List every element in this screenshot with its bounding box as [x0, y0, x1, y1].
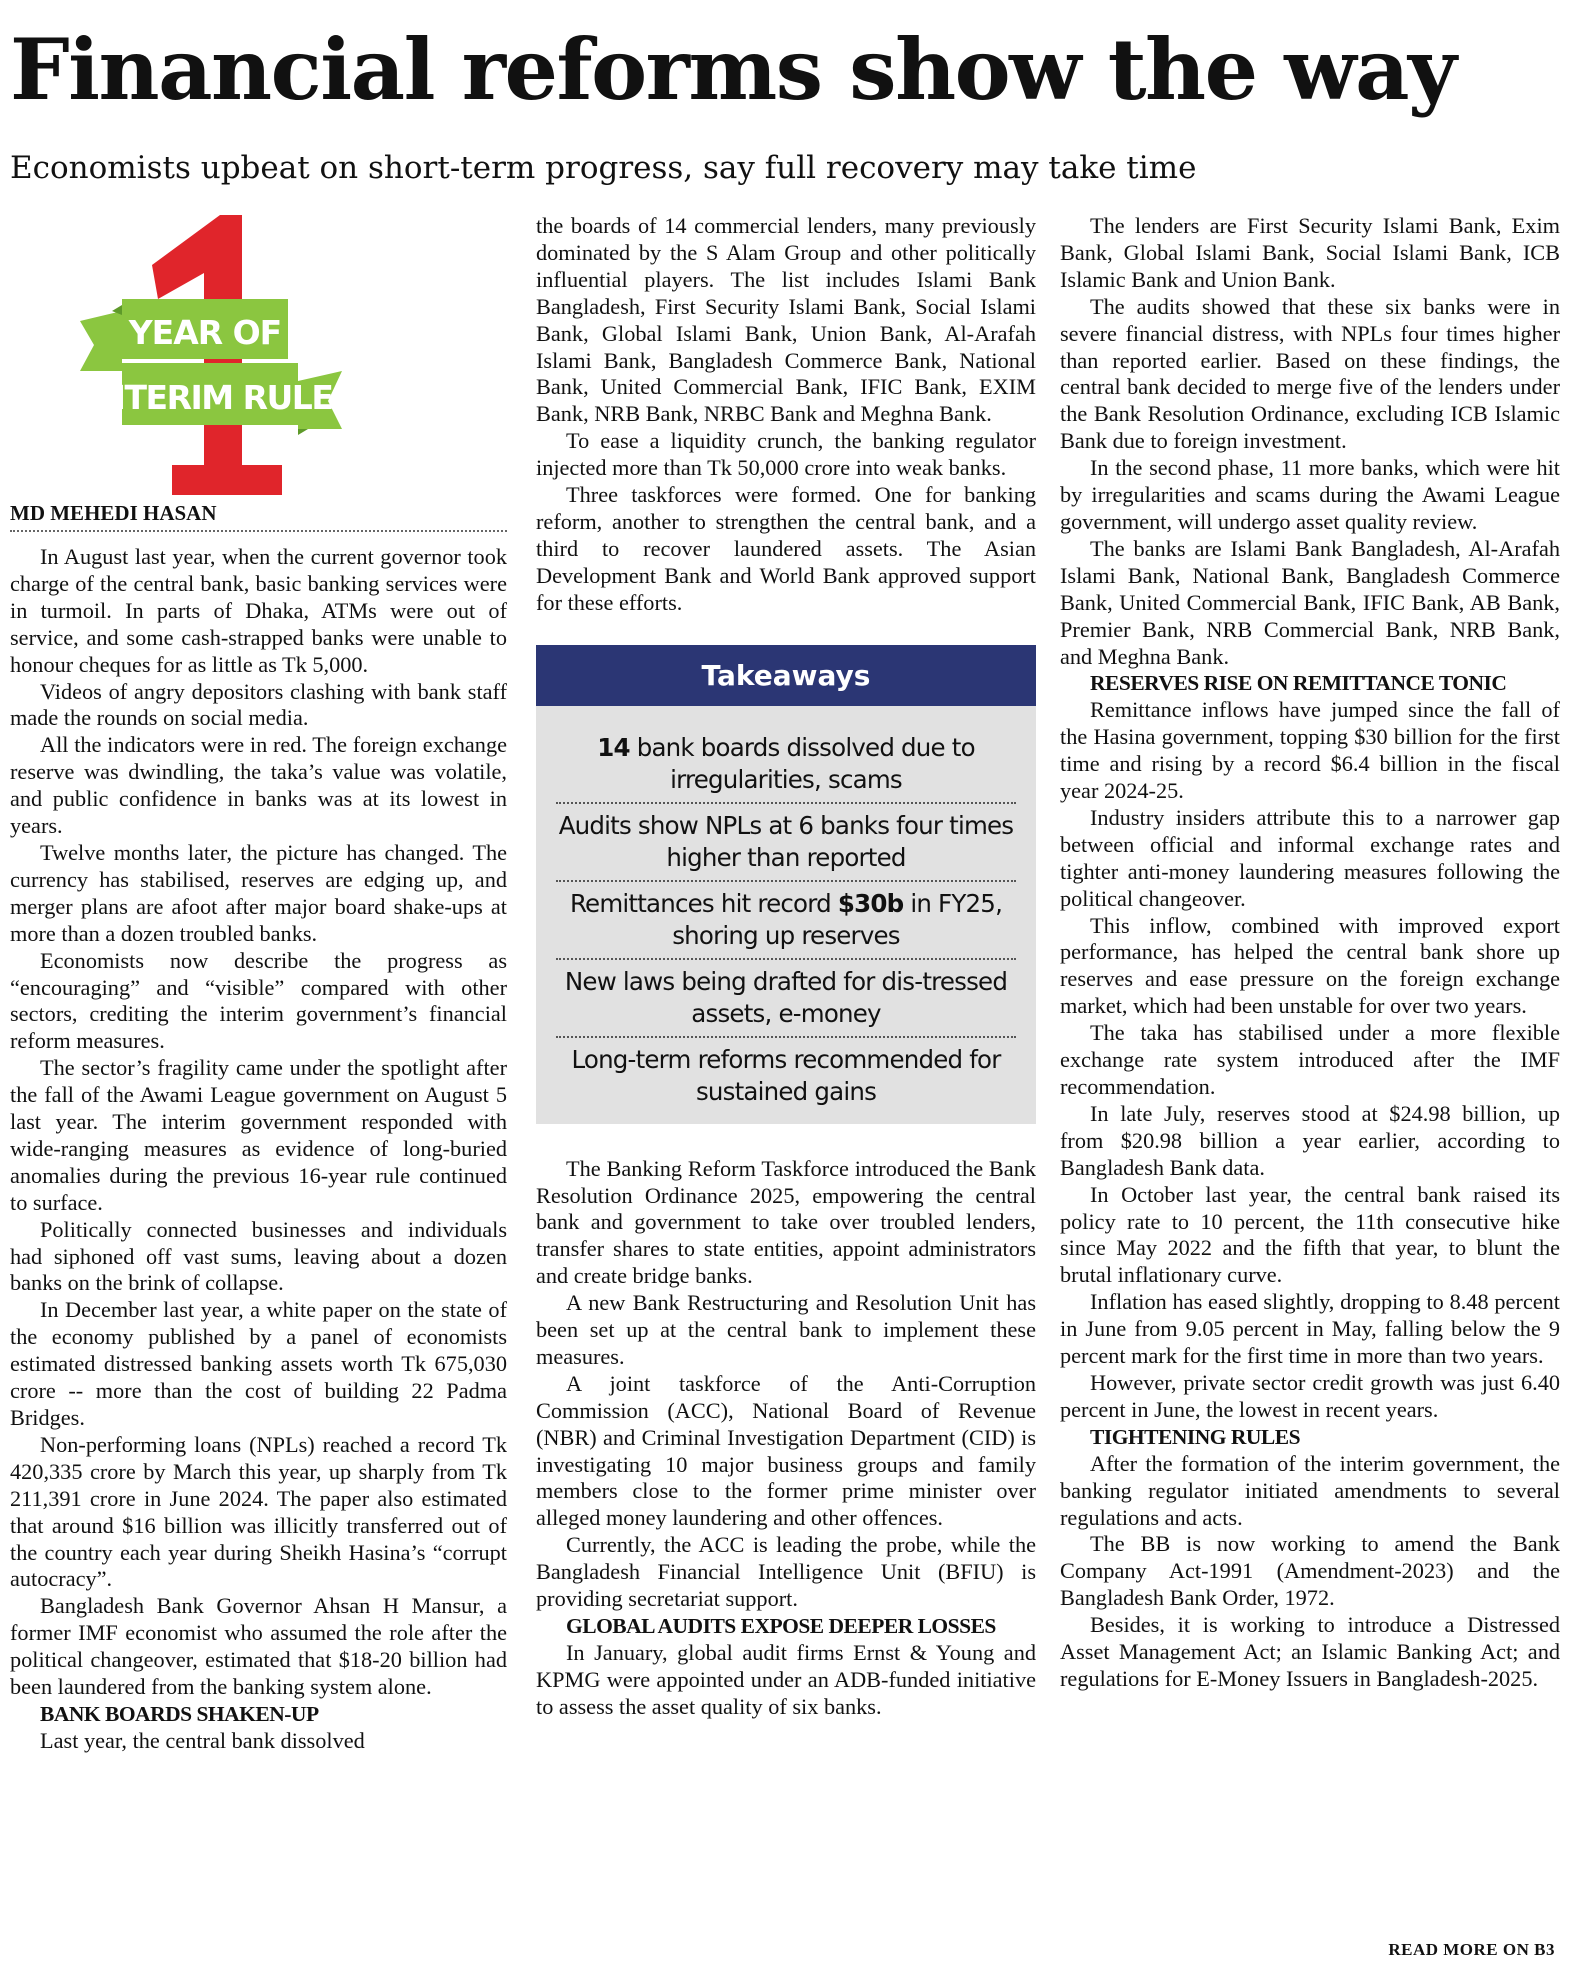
- takeaways-title: Takeaways: [536, 645, 1036, 706]
- paragraph: All the indicators were in red. The foreign exchange reserve was dwindling, the taka’s value was volatile, and public confidence in banks was at its lowest in years.: [10, 732, 507, 839]
- takeaway-item: New laws being drafted for dis-tressed assets, e-money: [556, 958, 1016, 1036]
- column-3: [1060, 213, 1560, 1968]
- paragraph: Inflation has eased slightly, dropping to 8.48 percent in June from 9.05 percent in May, falling below the 9 percent mark for the first time in more than two years.: [1060, 1289, 1560, 1369]
- section-heading: GLOBAL AUDITS EXPOSE DEEPER LOSSES: [566, 1614, 996, 1638]
- read-more-link[interactable]: READ MORE ON B3: [1388, 1940, 1555, 1959]
- paragraph: The BB is now working to amend the Bank Company Act-1991 (Amendment-2023) and the Bangladesh Bank Order, 1972.: [1060, 1531, 1560, 1611]
- paragraph: Bangladesh Bank Governor Ahsan H Mansur, a former IMF economist who assumed the role after the political changeover, estimated that $18-20 billion had been laundered from the banking system alone.: [10, 1593, 507, 1700]
- paragraph: In late July, reserves stood at $24.98 billion, up from $20.98 billion a year earlier, according to Bangladesh Bank data.: [1060, 1100, 1560, 1180]
- paragraph: Twelve months later, the picture has changed. The currency has stabilised, reserves are edging up, and merger plans are afoot after major board shake-ups at more than a dozen troubled banks.: [10, 839, 507, 946]
- paragraph: The taka has stabilised under a more flexible exchange rate system introduced after the IMF recommendation.: [1060, 1020, 1560, 1099]
- ribbon-right-fold: [298, 429, 308, 435]
- paragraph: The banks are Islami Bank Bangladesh, Al-Arafah Islami Bank, National Bank, Bangladesh Commerce Bank, United Commercial Bank, IFIC Bank, AB Bank, Premier Bank, NRB Commercial Bank, NRB Bank, and Meghna Bank.: [1060, 535, 1560, 669]
- paragraph: A joint taskforce of the Anti-Corruption Commission (ACC), National Board of Revenue (NBR) and Criminal Investigation Department (CID) is investigating 10 major business groups and family members close to the former prime minister over alleged money laundering and other offences.: [536, 1370, 1036, 1531]
- column-2: [536, 213, 1036, 1968]
- paragraph: Besides, it is working to introduce a Distressed Asset Management Act; an Islamic Banking Act; and regulations for E-Money Issuers in Bangladesh-2025.: [1060, 1612, 1560, 1691]
- paragraph: A new Bank Restructuring and Resolution Unit has been set up at the central bank to implement these measures.: [536, 1290, 1036, 1369]
- paragraph: Remittance inflows have jumped since the fall of the Hasina government, topping $30 billion for the first time and rising by a record $6.4 billion in the fiscal year 2024-25.: [1060, 697, 1560, 804]
- section-heading: TIGHTENING RULES: [1090, 1424, 1301, 1449]
- paragraph: The lenders are First Security Islami Bank, Exim Bank, Global Islami Bank, Social Islami Bank, ICB Islamic Bank and Union Bank.: [1060, 213, 1560, 292]
- badge-line1: YEAR OF: [128, 313, 282, 352]
- headline: Financial reforms show the way: [10, 20, 1456, 119]
- paragraph: Industry insiders attribute this to a narrower gap between official and informal exchange rates and tighter anti-money laundering measures following the political changeover.: [1060, 804, 1560, 911]
- paragraph: Currently, the ACC is leading the probe, while the Bangladesh Financial Intelligence Unit (BFIU) is providing secretariat support.: [536, 1532, 1036, 1612]
- takeaways-list: [536, 706, 1036, 1114]
- paragraph: However, private sector credit growth was just 6.40 percent in June, the lowest in recent years.: [1060, 1369, 1560, 1422]
- section-heading: BANK BOARDS SHAKEN-UP: [40, 1701, 319, 1726]
- paragraph: In January, global audit firms Ernst & Young and KPMG were appointed under an ADB-funded initiative to assess the asset quality of six banks.: [536, 1639, 1036, 1719]
- paragraph: Non-performing loans (NPLs) reached a record Tk 420,335 crore by March this year, up sharply from Tk 211,391 crore in June 2024. The paper also estimated that around $16 billion was illicitly transferred out of the country each year during Sheikh Hasina’s “corrupt autocracy”.: [10, 1431, 507, 1592]
- paragraph: In December last year, a white paper on the state of the economy published by a panel of economists estimated distressed banking assets worth Tk 675,030 crore -- more than the cost of building 22 Padma Bridges.: [10, 1297, 507, 1430]
- paragraph: Last year, the central bank dissolved: [40, 1727, 365, 1753]
- interim-rule-badge: [10, 213, 507, 498]
- column-1: [10, 213, 507, 1968]
- paragraph: The sector’s fragility came under the spotlight after the fall of the Awami League government on August 5 last year. The interim government responded with wide-ranging measures as evidence of long-buried anomalies during the previous 16-year rule continued to surface.: [10, 1055, 507, 1215]
- byline: MD MEHEDI HASAN: [10, 498, 507, 532]
- takeaway-item: Audits show NPLs at 6 banks four times higher than reported: [556, 802, 1016, 880]
- paragraph: the boards of 14 commercial lenders, many previously dominated by the S Alam Group and other politically influential players. The list includes Islami Bank Bangladesh, First Security Islami Bank, Social Islami Bank, Global Islami Bank, Union Bank, Al-Arafah Islami Bank, Bangladesh Commerce Bank, National Bank, United Commercial Bank, IFIC Bank, EXIM Bank, NRB Bank, NRBC Bank and Meghna Bank.: [536, 213, 1036, 427]
- takeaway-item: 14 bank boards dissolved due to irregularities, scams: [597, 732, 975, 794]
- paragraph: This inflow, combined with improved export performance, has helped the central bank shore up reserves and ease pressure on the foreign exchange market, which had been unstable for over two years.: [1060, 912, 1560, 1019]
- takeaway-item: Long-term reforms recommended for sustained gains: [556, 1036, 1016, 1114]
- takeaways-box: [536, 645, 1036, 1124]
- paragraph: In August last year, when the current governor took charge of the central bank, basic banking services were in turmoil. In parts of Dhaka, ATMs were out of service, and some cash-strapped banks were unable to honour cheques for as little as Tk 5,000.: [10, 544, 507, 677]
- subheadline: Economists upbeat on short-term progress, say full recovery may take time: [10, 150, 1197, 186]
- paragraph: Videos of angry depositors clashing with bank staff made the rounds on social media.: [10, 678, 507, 731]
- paragraph: To ease a liquidity crunch, the banking regulator injected more than Tk 50,000 crore into weak banks.: [536, 428, 1036, 481]
- paragraph: In the second phase, 11 more banks, which were hit by irregularities and scams during the Awami League government, will undergo asset quality review.: [1060, 455, 1560, 534]
- paragraph: The audits showed that these six banks were in severe financial distress, with NPLs four times higher than reported earlier. Based on these findings, the central bank decided to merge five of the lenders under the Bank Resolution Ordinance, excluding ICB Islamic Bank due to foreign investment.: [1060, 293, 1560, 454]
- badge-line2: INTERIM RULE: [87, 378, 333, 417]
- ribbon-left-tail: [80, 311, 122, 371]
- year-one-graphic: [10, 213, 507, 498]
- paragraph: In October last year, the central bank raised its policy rate to 10 percent, the 11th consecutive hike since May 2022 and the fifth that year, to blunt the brutal inflationary curve.: [1060, 1181, 1560, 1288]
- paragraph: Politically connected businesses and individuals had siphoned off vast sums, leaving about a dozen banks on the brink of collapse.: [10, 1216, 507, 1296]
- takeaway-item: Remittances hit record $30b in FY25, shoring up reserves: [556, 880, 1016, 958]
- paragraph: Three taskforces were formed. One for banking reform, another to strengthen the central bank, and a third to recover laundered assets. The Asian Development Bank and World Bank approved support for these efforts.: [536, 482, 1036, 615]
- paragraph: Economists now describe the progress as “encouraging” and “visible” compared with other sectors, crediting the interim government’s financial reform measures.: [10, 947, 507, 1054]
- paragraph: After the formation of the interim government, the banking regulator initiated amendments to several regulations and acts.: [1060, 1450, 1560, 1530]
- section-heading: RESERVES RISE ON REMITTANCE TONIC: [1090, 671, 1507, 696]
- paragraph: The Banking Reform Taskforce introduced the Bank Resolution Ordinance 2025, empowering the central bank and government to take over troubled lenders, transfer shares to state entities, appoint administrators and create bridge banks.: [536, 1155, 1036, 1289]
